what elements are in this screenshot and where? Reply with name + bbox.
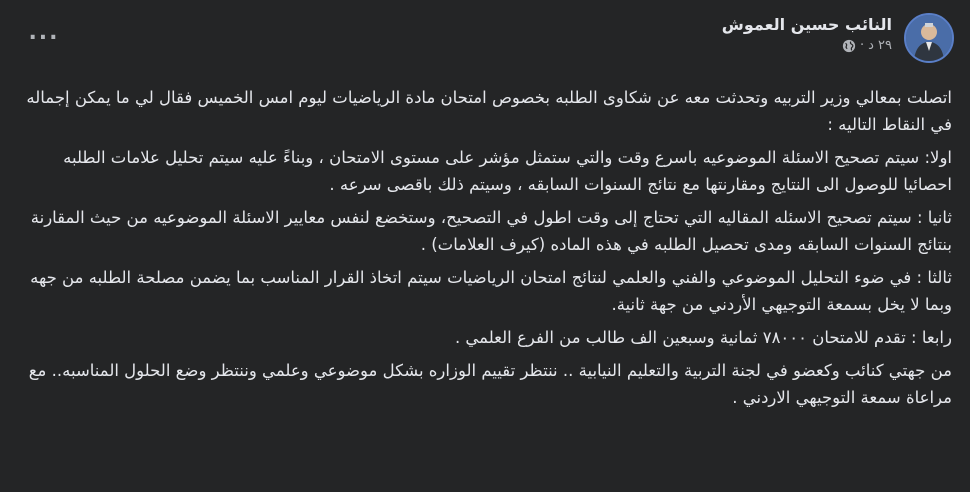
post-paragraph: اتصلت بمعالي وزير التربيه وتحدثت معه عن شكاوى الطلبه بخصوص امتحان مادة الرياضيات ليوم امس الخميس فقال لي ما يمكن إجماله في النقاط التاليه :: [26, 88, 952, 134]
author-name[interactable]: النائب حسين العموش: [721, 15, 892, 34]
post-paragraph: رابعا : تقدم للامتحان ٧٨٠٠٠ ثمانية وسبعين الف طالب من الفرع العلمي .: [454, 328, 952, 347]
post-meta: [722, 36, 892, 56]
post-paragraph: من جهتي كنائب وكعضو في لجنة التربية والتعليم النيابية .. ننتظر تقييم الوزاره بشكل موضوعي وعلمي وننتظر وضع الحلول المناسبه.. مع مراعاة سمعة التوجيهي الاردني .: [28, 361, 952, 407]
post-header: [16, 10, 954, 70]
person-icon: [906, 15, 952, 61]
globe-icon: [842, 39, 856, 53]
post-paragraph: ثالثا : في ضوء التحليل الموضوعي والفني والعلمي لنتائج امتحان الرياضيات سيتم اتخاذ القرار المناسب بما يضمن مصلحة الطلبه من جهه وبما لا يخل بسمعة التوجيهي الأردني من جهة ثانية.: [30, 268, 952, 314]
more-options-button[interactable]: ...: [28, 20, 60, 45]
post-paragraph: ثانيا : سيتم تصحيح الاسئله المقاليه التي تحتاج إلى وقت اطول في التصحيح، وستخضع لنفس معايير الاسئلة الموضوعيه من حيث المقارنة بنتائج السنوات السابقه ومدى تحصيل الطلبه في هذه الماده (كيرف العلامات) .: [30, 208, 952, 254]
meta-separator: ·: [859, 38, 865, 53]
post-body: [18, 84, 952, 417]
author-block: [722, 14, 892, 56]
post-paragraph: اولا: سيتم تصحيح الاسئلة الموضوعيه باسرع وقت والتي ستمثل مؤشر على مستوى الامتحان ، وبناءً عليه سيتم تحليل علامات الطلبه احصائيا للوصول الى النتايج ومقارنتها مع نتائج السنوات السابقه ، وسيتم ذلك باقصى سرعه .: [63, 148, 952, 194]
post-timestamp[interactable]: ٢٩ د: [868, 38, 892, 53]
author-avatar[interactable]: [904, 13, 954, 63]
